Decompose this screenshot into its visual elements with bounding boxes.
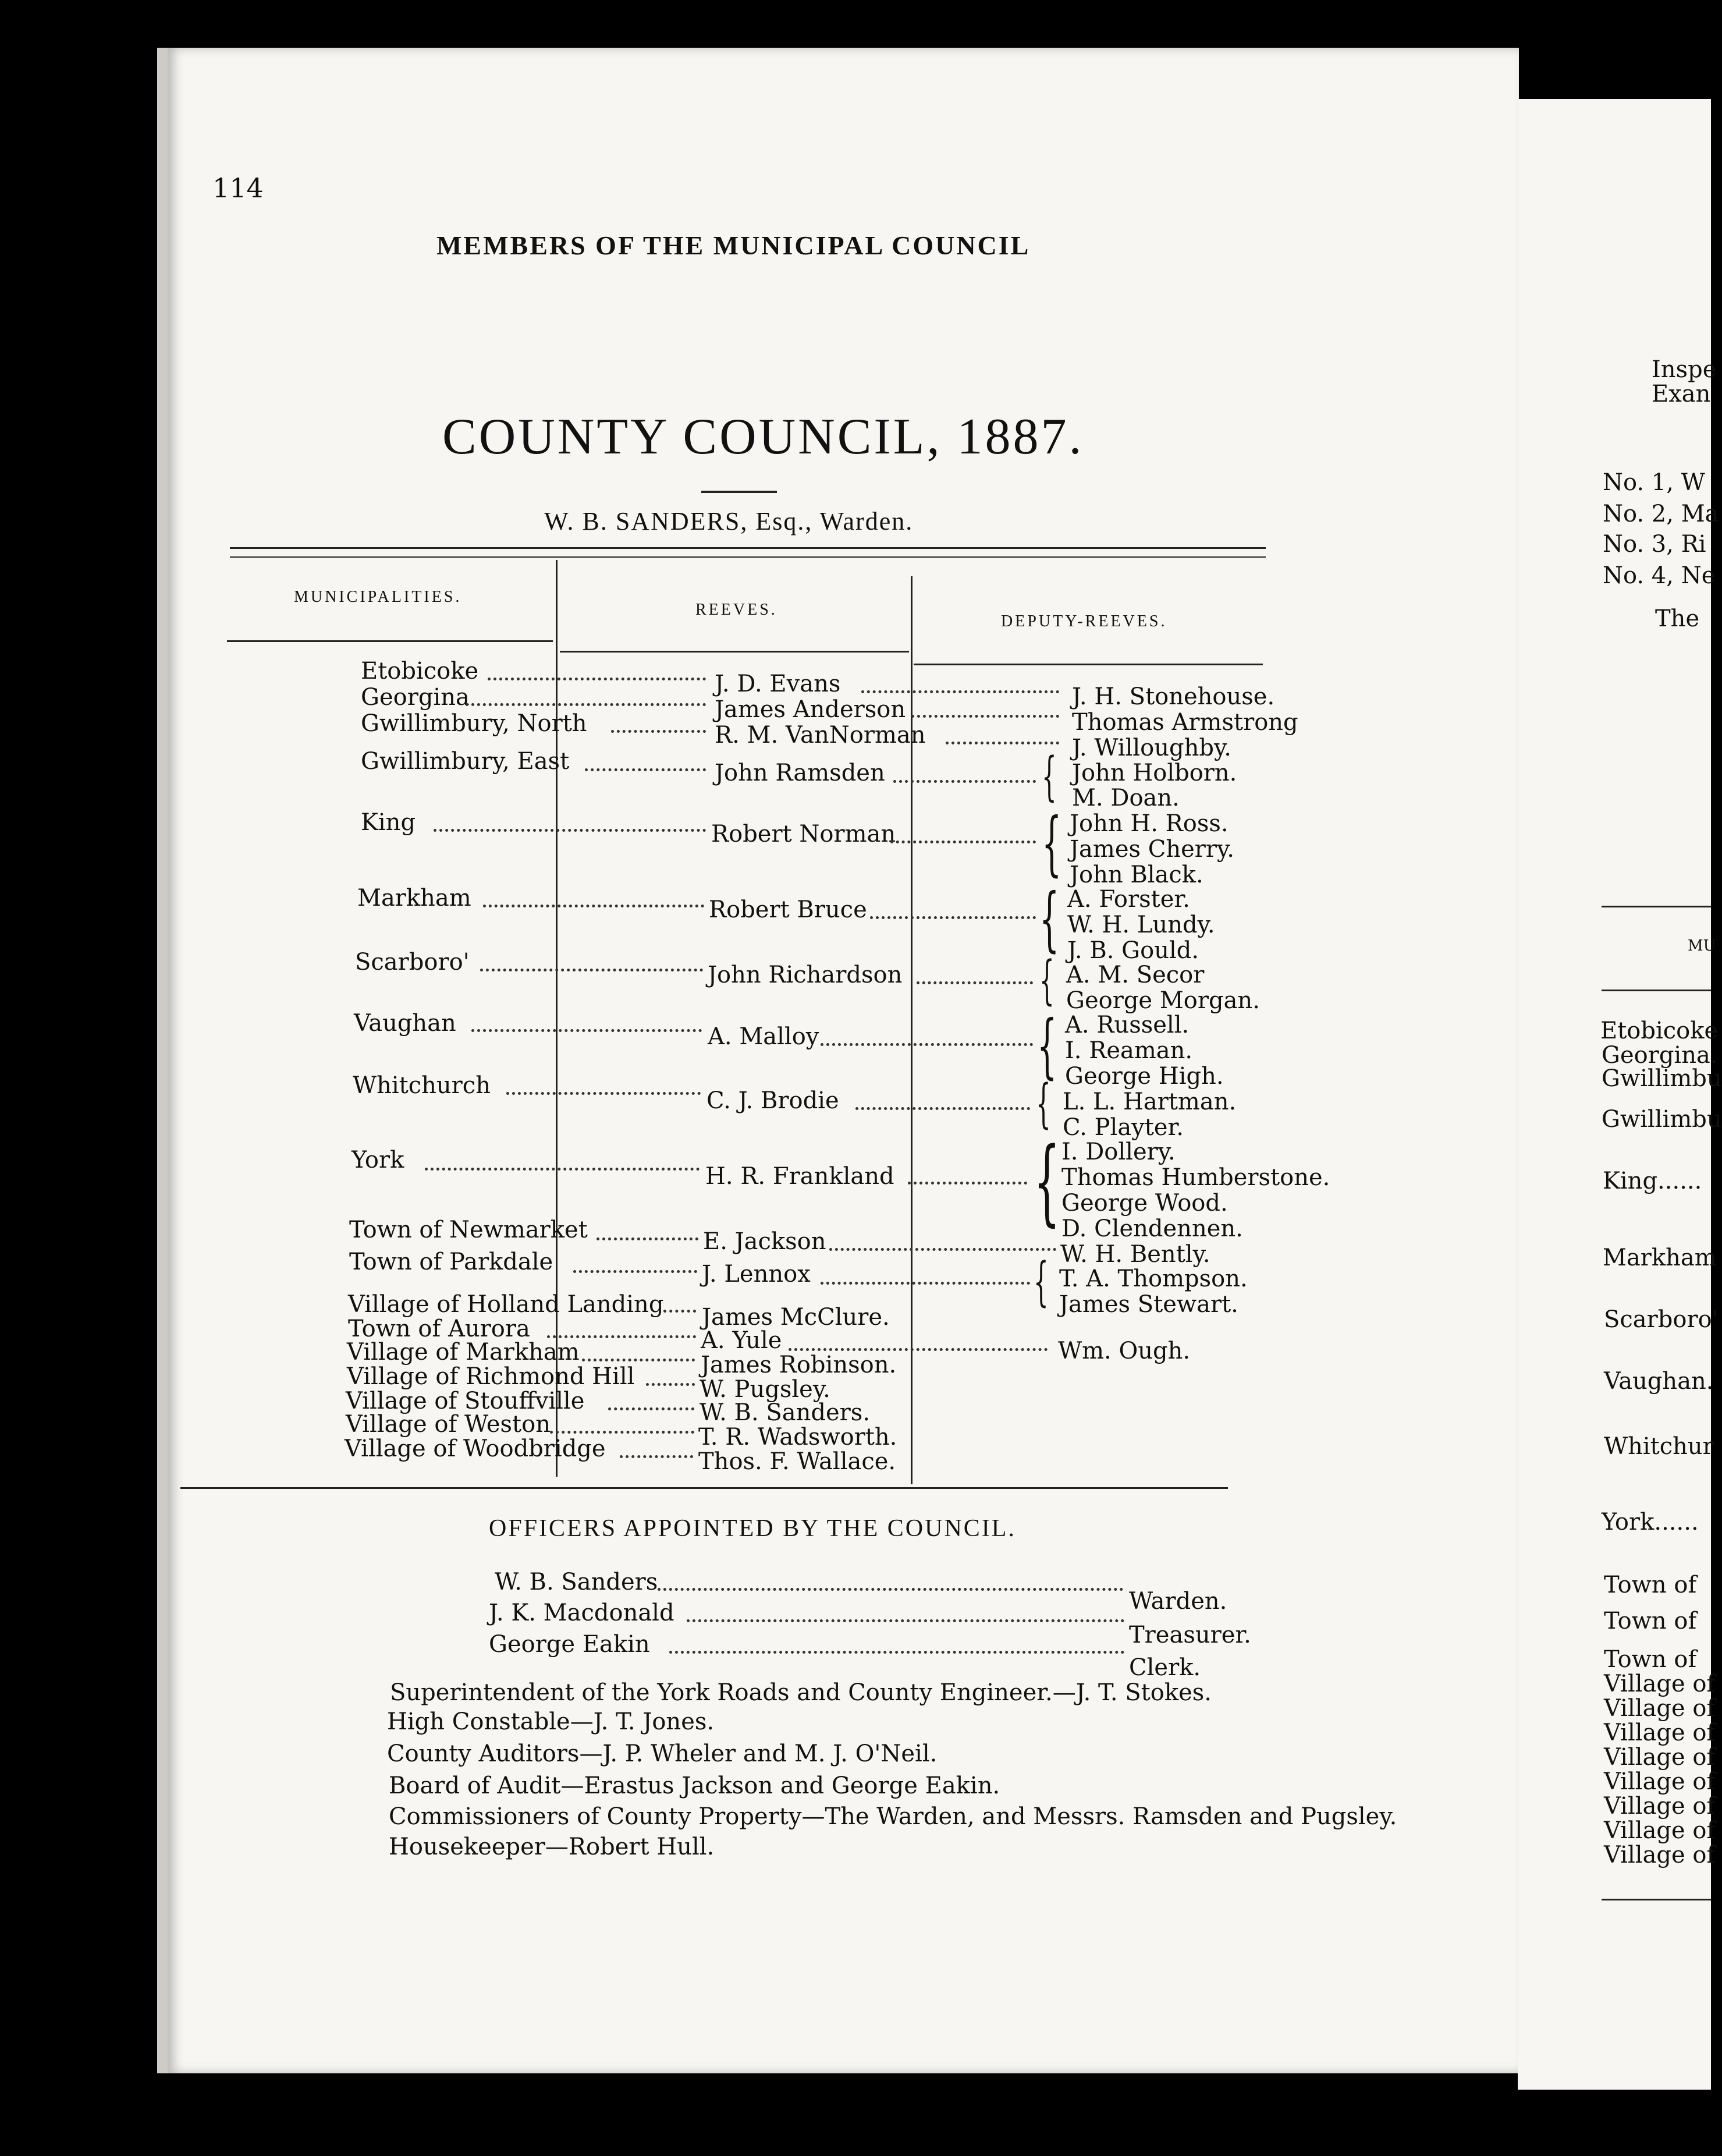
- deputy-cell: Thomas Humberstone.: [1061, 1164, 1330, 1191]
- right-page-text: York......: [1602, 1509, 1699, 1536]
- right-page-text: Village of: [1604, 1793, 1716, 1820]
- right-page-text: The: [1655, 605, 1700, 632]
- reeve-cell: A. Yule: [701, 1327, 782, 1354]
- right-page-text: MU: [1688, 937, 1716, 955]
- leader-dots: [890, 841, 1036, 843]
- deputy-cell: George Wood.: [1061, 1190, 1228, 1217]
- right-page-text: No. 3, Ri: [1603, 531, 1706, 558]
- leader-dots: [870, 916, 1036, 919]
- brace: {: [1037, 1006, 1057, 1087]
- right-page-rule: [1602, 990, 1711, 991]
- officer-name: George Eakin: [489, 1631, 650, 1658]
- officers-note: High Constable—J. T. Jones.: [387, 1708, 715, 1735]
- right-page-text: Village of: [1604, 1817, 1716, 1844]
- municipality-cell: Markham: [357, 885, 471, 912]
- right-page-text: Town of: [1604, 1572, 1697, 1598]
- right-page-text: Vaughan.: [1604, 1368, 1714, 1395]
- municipality-cell: Georgina: [361, 684, 470, 711]
- reeve-cell: John Ramsden: [715, 760, 885, 786]
- reeve-cell: James Robinson.: [701, 1352, 897, 1378]
- leader-dots: [597, 1237, 698, 1240]
- header-rule: [914, 664, 1263, 665]
- reeve-cell: Thos. F. Wallace.: [698, 1448, 896, 1475]
- leader-dots: [488, 678, 706, 680]
- municipality-cell: Village of Richmond Hill: [347, 1363, 635, 1390]
- leader-dots: [663, 1310, 696, 1313]
- municipality-cell: Village of Woodbridge: [345, 1435, 606, 1462]
- leader-dots: [585, 768, 706, 771]
- leader-dots: [821, 1043, 1033, 1046]
- reeve-cell: A. Malloy: [708, 1023, 819, 1050]
- leader-dots: [789, 1348, 1048, 1351]
- right-page-text: Village of: [1604, 1695, 1716, 1722]
- reeve-cell: Robert Norman: [711, 821, 896, 847]
- deputy-cell: James Cherry.: [1070, 836, 1235, 863]
- reeve-cell: W. B. Sanders.: [700, 1399, 871, 1426]
- leader-dots: [471, 1029, 702, 1032]
- reeve-cell: John Richardson: [708, 962, 903, 988]
- deputy-cell: A. Forster.: [1067, 886, 1190, 913]
- table-bottom-rule: [180, 1487, 1228, 1489]
- brace: {: [1042, 803, 1062, 884]
- right-page-rule: [1602, 906, 1711, 907]
- right-page-text: No. 4, Ne: [1603, 562, 1716, 589]
- right-page-text: King......: [1603, 1168, 1702, 1194]
- brace: {: [1042, 746, 1057, 807]
- leader-dots: [547, 1335, 696, 1338]
- leader-dots: [829, 1248, 1056, 1251]
- officer-role: Treasurer.: [1129, 1622, 1251, 1648]
- running-head: MEMBERS OF THE MUNICIPAL COUNCIL: [436, 231, 1031, 260]
- right-page-text: Scarboro': [1604, 1306, 1719, 1333]
- deputy-cell: John Black.: [1070, 861, 1203, 888]
- deputy-cell: L. L. Hartman.: [1063, 1088, 1237, 1115]
- leader-dots: [687, 1619, 1124, 1622]
- leader-dots: [911, 715, 1059, 718]
- right-page-text: No. 2, Ma: [1603, 501, 1719, 527]
- municipality-cell: York: [351, 1147, 404, 1173]
- deputy-cell: J. B. Gould.: [1067, 937, 1199, 964]
- leader-dots: [861, 690, 1059, 693]
- right-page-text: Village of: [1604, 1842, 1716, 1868]
- right-page-text: Village of: [1604, 1768, 1716, 1795]
- municipality-cell: Gwillimbury, East: [361, 748, 570, 775]
- deputy-cell: A. Russell.: [1065, 1012, 1190, 1038]
- deputy-cell: W. H. Lundy.: [1067, 912, 1215, 938]
- header-rule: [227, 640, 553, 642]
- header-deputy-reeves: DEPUTY-REEVES.: [1001, 612, 1167, 630]
- deputy-cell: C. Playter.: [1063, 1114, 1184, 1141]
- deputy-cell: M. Doan.: [1072, 785, 1180, 811]
- municipality-cell: Gwillimbury, North: [361, 710, 587, 737]
- right-page-text: Whitchur: [1604, 1433, 1714, 1460]
- brace: {: [1034, 1127, 1060, 1236]
- deputy-cell: I. Dollery.: [1061, 1139, 1176, 1165]
- table-top-rule-thin: [230, 556, 1266, 558]
- reeve-cell: J. D. Evans: [715, 671, 841, 697]
- warden-line: W. B. SANDERS, Esq., Warden.: [544, 507, 914, 536]
- leader-dots: [425, 1168, 700, 1171]
- leader-dots: [506, 1092, 701, 1095]
- reeve-cell: H. R. Frankland: [705, 1163, 894, 1190]
- reeve-cell: J. Lennox: [702, 1261, 811, 1288]
- deputy-cell: T. A. Thompson.: [1059, 1265, 1248, 1292]
- right-page-rule: [1602, 1899, 1711, 1900]
- header-reeves: REEVES.: [695, 601, 777, 619]
- leader-dots: [550, 1431, 694, 1434]
- officer-role: Clerk.: [1129, 1654, 1201, 1681]
- reeve-cell: T. R. Wadsworth.: [698, 1424, 897, 1451]
- right-page-text: Village of: [1604, 1671, 1716, 1697]
- leader-dots: [908, 1182, 1027, 1185]
- reeve-cell: James Anderson: [715, 696, 906, 723]
- leader-dots: [608, 1407, 694, 1410]
- municipality-cell: Village of Stouffville: [346, 1388, 585, 1414]
- leader-dots: [669, 1651, 1124, 1654]
- deputy-cell: W. H. Bently.: [1060, 1241, 1210, 1268]
- municipality-cell: Town of Aurora: [348, 1315, 530, 1342]
- reeve-cell: C. J. Brodie: [706, 1087, 839, 1114]
- leader-dots: [658, 1588, 1123, 1591]
- leader-dots: [483, 905, 704, 907]
- municipality-cell: Village of Markham: [347, 1339, 580, 1366]
- right-page-text: Village of: [1604, 1719, 1716, 1746]
- officer-role: Warden.: [1129, 1588, 1227, 1615]
- municipality-cell: Village of Holland Landing: [348, 1291, 664, 1318]
- deputy-cell: James Stewart.: [1059, 1291, 1238, 1318]
- officers-note: Superintendent of the York Roads and County Engineer.—J. T. Stokes.: [390, 1679, 1212, 1706]
- reeve-cell: E. Jackson: [703, 1228, 826, 1255]
- leader-dots: [466, 703, 706, 706]
- brace: {: [1039, 879, 1060, 960]
- officers-note: Housekeeper—Robert Hull.: [389, 1834, 715, 1860]
- right-page-text: Village of: [1604, 1744, 1716, 1771]
- deputy-cell: John H. Ross.: [1070, 810, 1229, 837]
- left-page: [157, 48, 1519, 2073]
- leader-dots: [893, 780, 1036, 783]
- right-page-text: Town of: [1604, 1646, 1697, 1673]
- municipality-cell: Vaughan: [354, 1010, 456, 1037]
- page-title: COUNTY COUNCIL, 1887.: [442, 409, 1084, 465]
- municipality-cell: Scarboro': [355, 949, 470, 976]
- deputy-cell: J. H. Stonehouse.: [1072, 683, 1275, 710]
- reeve-cell: Robert Bruce: [709, 896, 867, 923]
- page-number: 114: [212, 172, 264, 204]
- officers-heading: OFFICERS APPOINTED BY THE COUNCIL.: [489, 1515, 1016, 1542]
- deputy-cell: Wm. Ough.: [1058, 1338, 1191, 1364]
- right-page-text: Inspe: [1652, 356, 1717, 383]
- officers-note: County Auditors—J. P. Wheler and M. J. O'Neil.: [387, 1740, 938, 1767]
- leader-dots: [582, 1359, 695, 1361]
- officers-note: Commissioners of County Property—The Warden, and Messrs. Ramsden and Pugsley.: [389, 1803, 1397, 1830]
- reeve-cell: W. Pugsley.: [700, 1376, 830, 1403]
- officer-name: J. K. Macdonald: [489, 1600, 674, 1626]
- municipality-cell: King: [361, 809, 416, 836]
- deputy-cell: Thomas Armstrong: [1072, 709, 1298, 736]
- leader-dots: [573, 1270, 697, 1273]
- deputy-cell: I. Reaman.: [1065, 1037, 1193, 1064]
- municipality-cell: Town of Parkdale: [349, 1249, 553, 1275]
- right-page-text: Gwillimbu: [1602, 1065, 1722, 1092]
- reeve-cell: James McClure.: [702, 1304, 890, 1331]
- municipality-cell: Etobicoke: [361, 658, 479, 685]
- officers-note: Board of Audit—Erastus Jackson and George Eakin.: [389, 1772, 1000, 1799]
- brace: {: [1036, 1073, 1051, 1134]
- leader-dots: [946, 742, 1059, 744]
- officer-name: W. B. Sanders: [495, 1569, 658, 1595]
- leader-dots: [917, 981, 1033, 984]
- table-top-rule: [230, 547, 1266, 549]
- header-municipalities: MUNICIPALITIES.: [294, 588, 462, 606]
- right-page-text: Gwillimbu: [1602, 1106, 1722, 1133]
- brace: {: [1039, 950, 1054, 1011]
- header-rule: [560, 651, 909, 653]
- deputy-cell: George Morgan.: [1066, 987, 1260, 1014]
- title-rule: [701, 491, 777, 493]
- right-page-text: Georgina.: [1602, 1042, 1718, 1069]
- municipality-cell: Village of Weston: [346, 1411, 551, 1438]
- reeve-cell: R. M. VanNorman: [715, 722, 926, 749]
- brace: {: [1034, 1251, 1049, 1313]
- leader-dots: [646, 1383, 695, 1386]
- deputy-cell: D. Clendennen.: [1061, 1215, 1243, 1242]
- leader-dots: [480, 969, 703, 971]
- municipality-cell: Town of Newmarket: [349, 1217, 588, 1243]
- deputy-cell: John Holborn.: [1072, 760, 1237, 786]
- leader-dots: [434, 829, 706, 832]
- right-page-text: Exan: [1652, 381, 1711, 407]
- right-page-text: No. 1, W: [1603, 469, 1705, 496]
- right-page-text: Town of: [1604, 1608, 1697, 1634]
- leader-dots: [821, 1282, 1030, 1285]
- municipality-cell: Whitchurch: [353, 1072, 491, 1099]
- deputy-cell: J. Willoughby.: [1072, 735, 1231, 761]
- deputy-cell: A. M. Secor: [1066, 962, 1205, 988]
- leader-dots: [620, 1455, 693, 1458]
- right-page-text: Etobicoke: [1600, 1017, 1719, 1044]
- leader-dots: [611, 730, 706, 733]
- deputy-cell: George High.: [1065, 1063, 1224, 1090]
- leader-dots: [855, 1107, 1030, 1110]
- right-page-text: Markham: [1603, 1244, 1717, 1271]
